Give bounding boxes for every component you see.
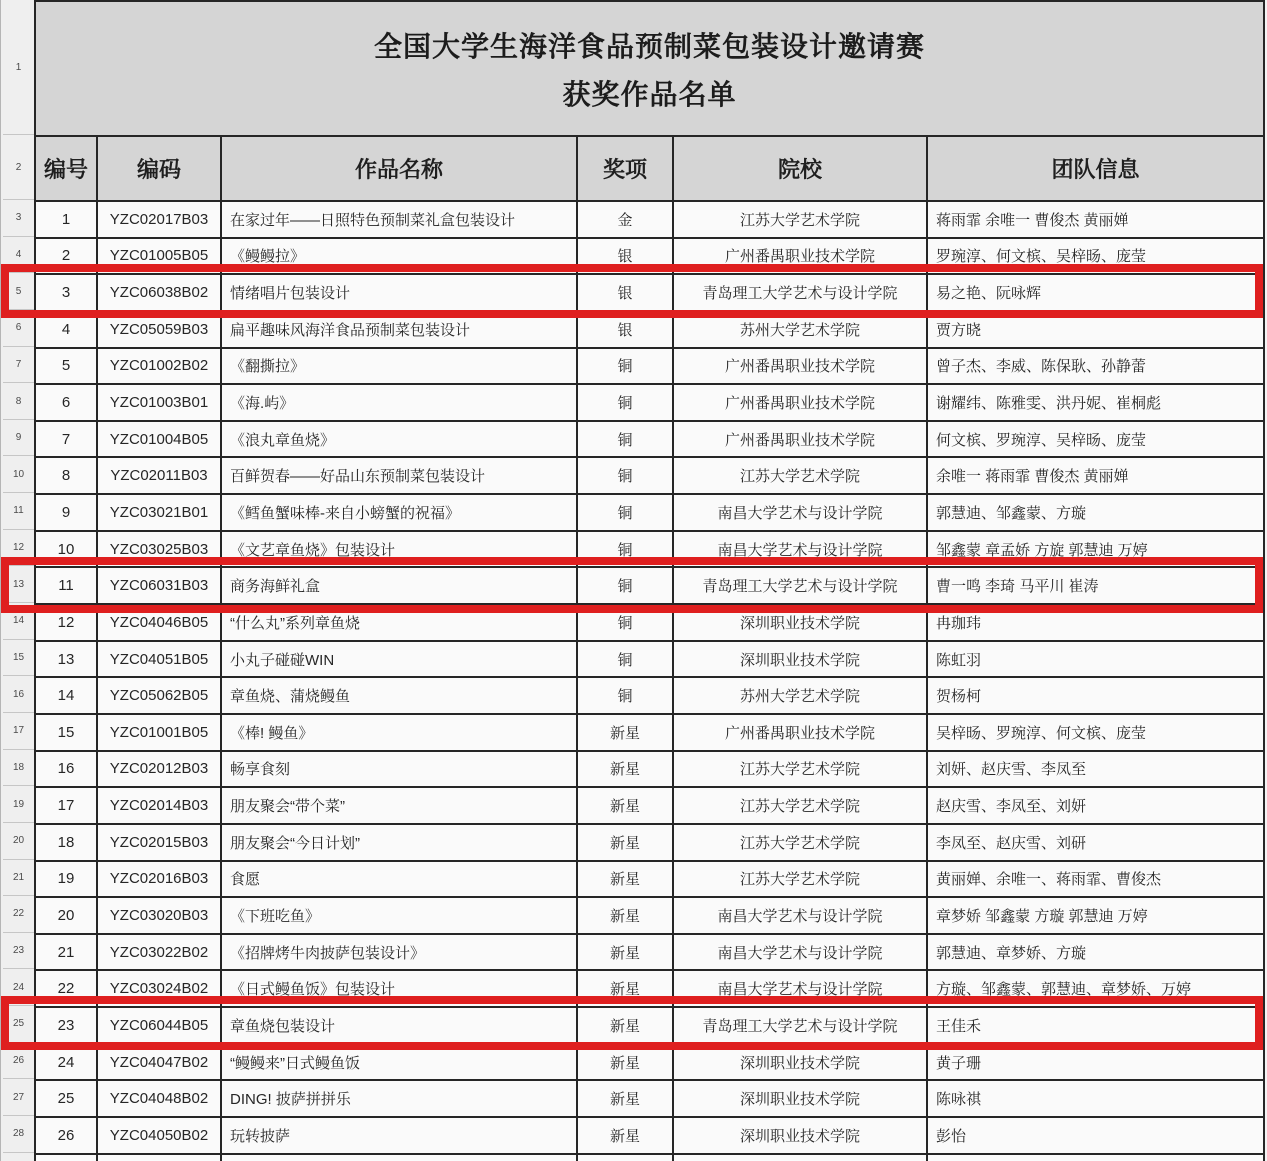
header-row [36, 137, 1265, 202]
cell-team[interactable]: 易之艳、阮咏辉 [928, 275, 1265, 310]
table-row [36, 642, 1265, 679]
cell-school[interactable]: 深圳职业技术学院 [674, 1081, 928, 1116]
cell-award[interactable]: 新星 [578, 1008, 674, 1043]
table-row [36, 788, 1265, 825]
cell-code[interactable]: YZC04051B05 [98, 642, 222, 677]
partial-cell [36, 1155, 98, 1161]
cell-number[interactable]: 1 [36, 202, 98, 237]
cell-work-title[interactable]: “什么丸”系列章鱼烧 [222, 605, 578, 640]
page-title-line1: 全国大学生海洋食品预制菜包装设计邀请赛 [373, 30, 925, 62]
cell-code[interactable]: YZC04050B02 [98, 1118, 222, 1153]
cell-team[interactable]: 郭慧迪、章梦娇、方璇 [928, 935, 1265, 970]
cell-team[interactable]: 赵庆雪、李凤至、刘妍 [928, 788, 1265, 823]
row-number[interactable]: 9 [3, 420, 34, 457]
cell-team[interactable]: 章梦娇 邹鑫蒙 方璇 郭慧迪 万婷 [928, 898, 1265, 933]
cell-code[interactable]: YZC03020B03 [98, 898, 222, 933]
cell-number[interactable]: 10 [36, 532, 98, 567]
cell-code[interactable]: YZC02017B03 [98, 202, 222, 237]
cell-team[interactable]: 黄子珊 [928, 1045, 1265, 1080]
cell-code[interactable]: YZC01004B05 [98, 422, 222, 457]
cell-school[interactable]: 深圳职业技术学院 [674, 642, 928, 677]
row-number[interactable]: 24 [3, 969, 34, 1006]
cell-work-title[interactable]: 畅享食刻 [222, 752, 578, 787]
cell-work-title[interactable]: 《棒! 鳗鱼》 [222, 715, 578, 750]
cell-school[interactable]: 苏州大学艺术学院 [674, 312, 928, 347]
row-number[interactable]: 25 [3, 1006, 34, 1043]
cell-team[interactable]: 吴梓旸、罗琬淳、何文槟、庞莹 [928, 715, 1265, 750]
row-number[interactable]: 17 [3, 713, 34, 750]
partial-cell [928, 1155, 1265, 1161]
column-header-award[interactable]: 奖项 [578, 137, 674, 200]
cell-work-title[interactable]: 百鲜贺春——好品山东预制菜包装设计 [222, 458, 578, 493]
row-number[interactable]: 23 [3, 933, 34, 970]
cell-award[interactable]: 铜 [578, 532, 674, 567]
cell-school[interactable]: 江苏大学艺术学院 [674, 825, 928, 860]
row-number[interactable]: 13 [3, 566, 34, 603]
cell-work-title[interactable]: 《海.屿》 [222, 385, 578, 420]
cell-code[interactable]: YZC02014B03 [98, 788, 222, 823]
cell-team[interactable]: 王佳禾 [928, 1008, 1265, 1043]
cell-work-title[interactable]: 《翻撕拉》 [222, 349, 578, 384]
partial-cell [578, 1155, 674, 1161]
row-number[interactable]: 2 [3, 135, 34, 200]
row-number[interactable]: 26 [3, 1043, 34, 1080]
cell-code[interactable]: YZC05059B03 [98, 312, 222, 347]
cell-award[interactable]: 新星 [578, 1045, 674, 1080]
cell-award[interactable]: 银 [578, 275, 674, 310]
cell-number[interactable]: 2 [36, 239, 98, 274]
cell-team[interactable]: 罗琬淳、何文槟、吴梓旸、庞莹 [928, 239, 1265, 274]
cell-team[interactable]: 曹一鸣 李琦 马平川 崔涛 [928, 568, 1265, 603]
table-row [36, 1045, 1265, 1082]
table-row [36, 935, 1265, 972]
table-row [36, 898, 1265, 935]
cell-award[interactable]: 金 [578, 202, 674, 237]
cell-school[interactable]: 青岛理工大学艺术与设计学院 [674, 275, 928, 310]
cell-work-title[interactable]: 《招牌烤牛肉披萨包装设计》 [222, 935, 578, 970]
partial-cell [98, 1155, 222, 1161]
cell-work-title[interactable]: 玩转披萨 [222, 1118, 578, 1153]
cell-school[interactable]: 深圳职业技术学院 [674, 605, 928, 640]
cell-school[interactable]: 广州番禺职业技术学院 [674, 349, 928, 384]
cell-number[interactable]: 20 [36, 898, 98, 933]
cell-number[interactable]: 8 [36, 458, 98, 493]
cell-team[interactable]: 余唯一 蒋雨霏 曹俊杰 黄丽婵 [928, 458, 1265, 493]
cell-number[interactable]: 19 [36, 862, 98, 897]
cell-school[interactable]: 广州番禺职业技术学院 [674, 239, 928, 274]
cell-work-title[interactable]: 《日式鳗鱼饭》包装设计 [222, 971, 578, 1006]
table-row [36, 568, 1265, 605]
cell-award[interactable]: 银 [578, 239, 674, 274]
cell-school[interactable]: 江苏大学艺术学院 [674, 458, 928, 493]
cell-award[interactable]: 银 [578, 312, 674, 347]
cell-team[interactable]: 方璇、邹鑫蒙、郭慧迪、章梦娇、万婷 [928, 971, 1265, 1006]
row-number[interactable]: 6 [3, 310, 34, 347]
cell-team[interactable]: 曾子杰、李威、陈保耿、孙静蕾 [928, 349, 1265, 384]
table-row [36, 1118, 1265, 1155]
cell-code[interactable]: YZC06031B03 [98, 568, 222, 603]
page-title-line2: 获奖作品名单 [562, 78, 737, 110]
cell-work-title[interactable]: 章鱼烧、蒲烧鳗鱼 [222, 678, 578, 713]
cell-award[interactable]: 新星 [578, 1081, 674, 1116]
cell-number[interactable]: 12 [36, 605, 98, 640]
row-number[interactable]: 22 [3, 896, 34, 933]
table-row [36, 752, 1265, 789]
cell-code[interactable]: YZC06044B05 [98, 1008, 222, 1043]
table-row [36, 202, 1265, 239]
row-number-gutter [0, 0, 34, 1161]
cell-team[interactable]: 蒋雨霏 余唯一 曹俊杰 黄丽婵 [928, 202, 1265, 237]
row-number-partial [3, 1153, 34, 1161]
cell-team[interactable]: 陈虹羽 [928, 642, 1265, 677]
row-number[interactable]: 8 [3, 383, 34, 420]
cell-team[interactable]: 郭慧迪、邹鑫蒙、方璇 [928, 495, 1265, 530]
row-number[interactable]: 16 [3, 676, 34, 713]
award-table [34, 0, 1265, 1161]
table-row [36, 312, 1265, 349]
cell-team[interactable]: 彭怡 [928, 1118, 1265, 1153]
table-row [36, 1081, 1265, 1118]
cell-work-title[interactable]: 《下班吃鱼》 [222, 898, 578, 933]
cell-number[interactable]: 24 [36, 1045, 98, 1080]
cell-award[interactable]: 新星 [578, 1118, 674, 1153]
table-row [36, 715, 1265, 752]
table-row [36, 532, 1265, 569]
cell-code[interactable]: YZC06038B02 [98, 275, 222, 310]
cell-school[interactable]: 青岛理工大学艺术与设计学院 [674, 1008, 928, 1043]
table-row [36, 605, 1265, 642]
cell-work-title[interactable]: 《文艺章鱼烧》包装设计 [222, 532, 578, 567]
row-number[interactable]: 15 [3, 640, 34, 677]
cell-work-title[interactable]: 小丸子碰碰WIN [222, 642, 578, 677]
cell-number[interactable]: 7 [36, 422, 98, 457]
table-row [36, 385, 1265, 422]
cell-school[interactable]: 江苏大学艺术学院 [674, 862, 928, 897]
table-row [36, 678, 1265, 715]
cell-number[interactable]: 4 [36, 312, 98, 347]
cell-number[interactable]: 11 [36, 568, 98, 603]
cell-number[interactable]: 25 [36, 1081, 98, 1116]
partial-cell [222, 1155, 578, 1161]
cell-work-title[interactable]: 扁平趣味风海洋食品预制菜包装设计 [222, 312, 578, 347]
cell-award[interactable]: 铜 [578, 385, 674, 420]
row-number[interactable]: 4 [3, 237, 34, 274]
cell-award[interactable]: 铜 [578, 605, 674, 640]
cell-number[interactable]: 16 [36, 752, 98, 787]
cell-school[interactable]: 苏州大学艺术学院 [674, 678, 928, 713]
cell-code[interactable]: YZC04047B02 [98, 1045, 222, 1080]
row-number[interactable]: 27 [3, 1079, 34, 1116]
cell-code[interactable]: YZC04048B02 [98, 1081, 222, 1116]
cell-number[interactable]: 21 [36, 935, 98, 970]
cell-work-title[interactable]: “鳗鳗来”日式鳗鱼饭 [222, 1045, 578, 1080]
cell-work-title[interactable]: 《鳗鳗拉》 [222, 239, 578, 274]
row-number[interactable]: 1 [3, 0, 34, 135]
cell-code[interactable]: YZC01001B05 [98, 715, 222, 750]
cell-work-title[interactable]: 在家过年——日照特色预制菜礼盒包装设计 [222, 202, 578, 237]
column-header-work-title[interactable]: 作品名称 [222, 137, 578, 200]
cell-award[interactable]: 新星 [578, 898, 674, 933]
cell-number[interactable]: 22 [36, 971, 98, 1006]
row-number[interactable]: 7 [3, 347, 34, 384]
cell-award[interactable]: 新星 [578, 715, 674, 750]
partial-cell [674, 1155, 928, 1161]
cell-award[interactable]: 新星 [578, 788, 674, 823]
row-number[interactable]: 10 [3, 456, 34, 493]
cell-award[interactable]: 新星 [578, 752, 674, 787]
row-number[interactable]: 14 [3, 603, 34, 640]
row-number[interactable]: 5 [3, 273, 34, 310]
cell-work-title[interactable]: 朋友聚会“带个菜” [222, 788, 578, 823]
cell-team[interactable]: 黄丽婵、余唯一、蒋雨霏、曹俊杰 [928, 862, 1265, 897]
cell-school[interactable]: 广州番禺职业技术学院 [674, 715, 928, 750]
cell-school[interactable]: 深圳职业技术学院 [674, 1118, 928, 1153]
table-row [36, 825, 1265, 862]
table-row [36, 971, 1265, 1008]
row-number[interactable]: 3 [3, 200, 34, 237]
cell-award[interactable]: 新星 [578, 825, 674, 860]
cell-code[interactable]: YZC01005B05 [98, 239, 222, 274]
cell-code[interactable]: YZC03024B02 [98, 971, 222, 1006]
cell-school[interactable]: 南昌大学艺术与设计学院 [674, 898, 928, 933]
column-header-code[interactable]: 编码 [98, 137, 222, 200]
table-row [36, 275, 1265, 312]
cell-number[interactable]: 6 [36, 385, 98, 420]
table-row [36, 422, 1265, 459]
cell-number[interactable]: 14 [36, 678, 98, 713]
cell-work-title[interactable]: 章鱼烧包装设计 [222, 1008, 578, 1043]
cell-team[interactable]: 刘妍、赵庆雪、李凤至 [928, 752, 1265, 787]
cell-award[interactable]: 铜 [578, 458, 674, 493]
cell-school[interactable]: 南昌大学艺术与设计学院 [674, 971, 928, 1006]
row-number[interactable]: 12 [3, 530, 34, 567]
cell-school[interactable]: 广州番禺职业技术学院 [674, 385, 928, 420]
cell-code[interactable]: YZC03021B01 [98, 495, 222, 530]
row-number[interactable]: 28 [3, 1116, 34, 1153]
table-row [36, 458, 1265, 495]
cell-team[interactable]: 李凤至、赵庆雪、刘研 [928, 825, 1265, 860]
title-row [36, 2, 1265, 137]
cell-school[interactable]: 深圳职业技术学院 [674, 1045, 928, 1080]
row-number[interactable]: 20 [3, 823, 34, 860]
cell-number[interactable]: 9 [36, 495, 98, 530]
column-header-team-info[interactable]: 团队信息 [928, 137, 1265, 200]
cell-team[interactable]: 何文槟、罗琬淳、吴梓旸、庞莹 [928, 422, 1265, 457]
cell-award[interactable]: 铜 [578, 678, 674, 713]
cell-team[interactable]: 陈咏祺 [928, 1081, 1265, 1116]
cell-school[interactable]: 江苏大学艺术学院 [674, 788, 928, 823]
partial-row [36, 1155, 1265, 1161]
cell-team[interactable]: 贺杨柯 [928, 678, 1265, 713]
sheet-title-cell[interactable] [36, 2, 1265, 135]
cell-team[interactable]: 谢耀纬、陈雅雯、洪丹妮、崔桐彪 [928, 385, 1265, 420]
cell-team[interactable]: 邹鑫蒙 章孟娇 方旋 郭慧迪 万婷 [928, 532, 1265, 567]
cell-award[interactable]: 铜 [578, 642, 674, 677]
table-row [36, 349, 1265, 386]
cell-school[interactable]: 南昌大学艺术与设计学院 [674, 935, 928, 970]
cell-code[interactable]: YZC02011B03 [98, 458, 222, 493]
table-row [36, 239, 1265, 276]
cell-award[interactable]: 铜 [578, 422, 674, 457]
cell-number[interactable]: 13 [36, 642, 98, 677]
table-row [36, 1008, 1265, 1045]
row-number[interactable]: 18 [3, 750, 34, 787]
cell-work-title[interactable]: 商务海鲜礼盒 [222, 568, 578, 603]
cell-number[interactable]: 5 [36, 349, 98, 384]
cell-school[interactable]: 广州番禺职业技术学院 [674, 422, 928, 457]
column-header-school[interactable]: 院校 [674, 137, 928, 200]
cell-work-title[interactable]: 《浪丸章鱼烧》 [222, 422, 578, 457]
cell-award[interactable]: 铜 [578, 495, 674, 530]
cell-number[interactable]: 23 [36, 1008, 98, 1043]
cell-school[interactable]: 青岛理工大学艺术与设计学院 [674, 568, 928, 603]
cell-work-title[interactable]: DING! 披萨拼拼乐 [222, 1081, 578, 1116]
cell-code[interactable]: YZC04046B05 [98, 605, 222, 640]
cell-work-title[interactable]: 食愿 [222, 862, 578, 897]
cell-award[interactable]: 铜 [578, 349, 674, 384]
row-number[interactable]: 19 [3, 786, 34, 823]
cell-number[interactable]: 3 [36, 275, 98, 310]
cell-code[interactable]: YZC05062B05 [98, 678, 222, 713]
row-number[interactable]: 11 [3, 493, 34, 530]
table-row [36, 862, 1265, 899]
cell-school[interactable]: 江苏大学艺术学院 [674, 752, 928, 787]
column-header-number[interactable]: 编号 [36, 137, 98, 200]
cell-school[interactable]: 江苏大学艺术学院 [674, 202, 928, 237]
cell-code[interactable]: YZC02016B03 [98, 862, 222, 897]
cell-code[interactable]: YZC03022B02 [98, 935, 222, 970]
cell-award[interactable]: 新星 [578, 862, 674, 897]
cell-work-title[interactable]: 《鳕鱼蟹味棒-来自小螃蟹的祝福》 [222, 495, 578, 530]
cell-work-title[interactable]: 朋友聚会“今日计划” [222, 825, 578, 860]
cell-award[interactable]: 新星 [578, 971, 674, 1006]
cell-code[interactable]: YZC03025B03 [98, 532, 222, 567]
cell-number[interactable]: 18 [36, 825, 98, 860]
cell-number[interactable]: 15 [36, 715, 98, 750]
cell-work-title[interactable]: 情绪唱片包装设计 [222, 275, 578, 310]
cell-code[interactable]: YZC01002B02 [98, 349, 222, 384]
cell-award[interactable]: 新星 [578, 935, 674, 970]
cell-award[interactable]: 铜 [578, 568, 674, 603]
cell-code[interactable]: YZC01003B01 [98, 385, 222, 420]
cell-school[interactable]: 南昌大学艺术与设计学院 [674, 495, 928, 530]
cell-number[interactable]: 17 [36, 788, 98, 823]
row-number[interactable]: 21 [3, 860, 34, 897]
cell-code[interactable]: YZC02012B03 [98, 752, 222, 787]
cell-school[interactable]: 南昌大学艺术与设计学院 [674, 532, 928, 567]
cell-code[interactable]: YZC02015B03 [98, 825, 222, 860]
cell-team[interactable]: 冉珈玮 [928, 605, 1265, 640]
cell-team[interactable]: 贾方晓 [928, 312, 1265, 347]
cell-number[interactable]: 26 [36, 1118, 98, 1153]
table-row [36, 495, 1265, 532]
